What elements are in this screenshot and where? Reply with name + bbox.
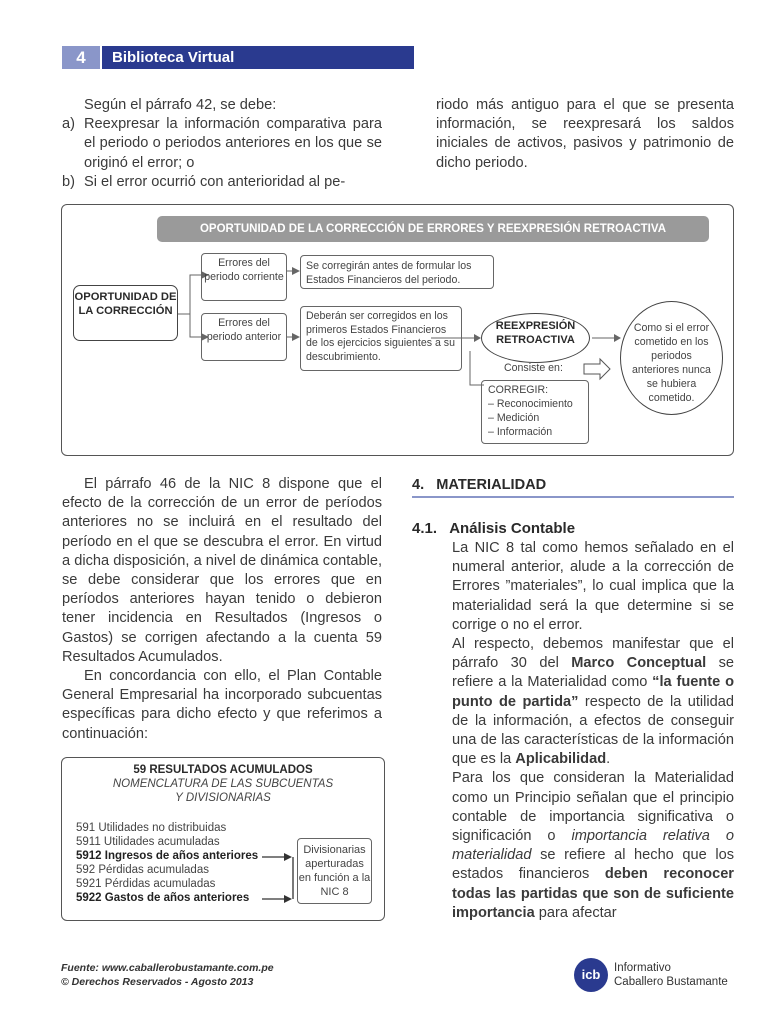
text-run: para afectar	[534, 904, 617, 921]
correct-item: – Medición	[488, 412, 540, 424]
text-run: se refiere al hecho que los estados financieros	[452, 847, 734, 883]
paragraph: En concordancia con ello, el Plan Contable General Empresarial ha incorporado subcuentas específicas para dicho efecto y que referimos a continuación:	[62, 668, 382, 742]
list-text: Si el error ocurrió con anterioridad al pe-	[84, 173, 346, 190]
outcome-ellipse	[620, 301, 723, 415]
correct-title: CORREGIR:	[488, 384, 549, 396]
brand-name	[614, 961, 728, 989]
footer-rights-text: © Derechos Reservados - Agosto 2013	[61, 975, 254, 988]
current-action-label: Se corregirán antes de formular los Estados Financieros del periodo.	[306, 260, 472, 286]
account-row: 5911 Utilidades acumuladas	[76, 836, 220, 848]
outcome-label: Como si el error cometido en los periodos anteriores nunca se hubiera cometido.	[632, 322, 711, 404]
text-run-bold: “la fuente o punto de partida”	[452, 674, 734, 710]
accounts-note: Divisionarias aperturadas en función a la NIC 8	[297, 838, 372, 904]
account-row: 5912 Ingresos de años anteriores	[76, 850, 259, 862]
intro-left-column	[62, 96, 382, 192]
paragraph	[452, 635, 734, 769]
subsection-title: Análisis Contable	[449, 520, 576, 537]
diagram-main-label: OPORTUNIDAD DE LA CORRECCIÓN	[74, 291, 177, 317]
text-run-bold: Aplicabilidad	[515, 751, 607, 768]
body-right-column	[452, 539, 734, 923]
current-errors-label: Errores del periodo corriente	[204, 257, 284, 283]
subsection-heading	[412, 520, 575, 537]
brand-line: Caballero Bustamante	[614, 976, 728, 988]
accounts-title: 59 RESULTADOS ACUMULADOS	[133, 764, 313, 776]
prior-action-box	[300, 306, 462, 371]
footer-source-text: Fuente: www.caballerobustamante.com.pe	[61, 962, 274, 974]
consists-label: Consiste en:	[504, 362, 563, 374]
intro-right-text: riodo más antiguo para el que se presenta información, se reexpresará los saldos iniciales de activos, pasivos y patrimonio de dicho periodo.	[436, 97, 734, 171]
list-marker: a)	[62, 116, 75, 133]
current-errors-box	[201, 253, 287, 301]
brand-logo-text: icb	[581, 967, 601, 982]
list-item	[62, 173, 382, 192]
accounts-subtitle: Y DIVISIONARIAS	[175, 792, 271, 804]
diagram-main-box	[73, 285, 178, 341]
text-run: .	[606, 751, 611, 768]
account-row: 591 Utilidades no distribuidas	[76, 822, 227, 834]
list-item	[62, 115, 382, 173]
section-number: 4.	[412, 477, 425, 493]
accounts-subtitle: NOMENCLATURA DE LAS SUBCUENTAS	[112, 778, 334, 790]
text-run-bold: Marco Conceptual	[571, 655, 707, 672]
paragraph: La NIC 8 tal como hemos señalado en el numeral anterior, alude a la corrección de Errores ”materiales”, lo cual implica que la materialidad será la que determine si se corrige o no el error.	[452, 540, 734, 633]
text-run: respecto de la utilidad de la información, a efectos de conseguir una de las características de la información que es la	[452, 693, 734, 768]
subsection-number: 4.1.	[412, 520, 438, 537]
correct-item: – Información	[488, 426, 553, 438]
text-run: Para los que consideran la Materialidad como un Principio señalan que el principio contable de importancia significativa o significación o	[452, 770, 734, 845]
accounts-box	[61, 757, 385, 921]
correction-diagram	[61, 204, 734, 456]
intro-lead: Según el párrafo 42, se debe:	[84, 97, 277, 113]
reexpression-label: REEXPRESIÓN RETROACTIVA	[495, 320, 576, 346]
prior-errors-label: Errores del periodo anterior	[206, 317, 282, 343]
list-marker: b)	[62, 173, 75, 190]
text-run: Al respecto, debemos manifestar que el párrafo 30 del	[452, 636, 734, 672]
brand-line: Informativo	[614, 962, 671, 974]
paragraph	[452, 769, 734, 923]
correct-item: – Reconocimiento	[488, 398, 573, 410]
correct-box	[481, 380, 589, 444]
account-row: 592 Pérdidas acumuladas	[76, 864, 209, 876]
account-row: 5922 Gastos de años anteriores	[76, 892, 250, 904]
list-text: Reexpresar la información comparativa para el periodo o periodos anteriores en los que se originó el error; o	[84, 116, 382, 171]
section-title: MATERIALIDAD	[436, 477, 547, 493]
text-run-bold: deben reconocer todas las partidas que son de suficiente importancia	[452, 866, 734, 921]
prior-action-label: Deberán ser corregidos en los primeros Estados Financieros de los ejercicios siguientes a su descubrimiento.	[306, 310, 455, 363]
current-action-box	[300, 255, 494, 289]
page-number: 4	[62, 46, 100, 69]
text-run-italic: importancia relativa o materialidad	[452, 828, 734, 864]
prior-errors-box	[201, 313, 287, 361]
section-header-title: Biblioteca Virtual	[102, 46, 414, 69]
text-run: se refiere a la Materialidad como	[452, 655, 735, 691]
section-rule	[412, 496, 734, 498]
body-left-column	[62, 475, 382, 744]
paragraph: El párrafo 46 de la NIC 8 dispone que el efecto de la corrección de un error de períodos anteriores no se incluirá en el resultado del período en el que se descubra el error. En virtud a dicha disposición, a nivel de dinámica contable, se debe considerar que los errores que en períodos anteriores hayan tenido o debieron tener incidencia en Resultados (Ingresos o Gastos) se corrigen afectando a la cuenta 59 Resultados Acumulados.	[62, 476, 382, 665]
reexpression-ellipse	[481, 313, 590, 363]
footer-source	[61, 962, 274, 989]
section-heading	[412, 477, 546, 493]
account-row: 5921 Pérdidas acumuladas	[76, 878, 216, 890]
intro-right-column	[436, 96, 734, 173]
brand-logo-icon	[574, 958, 608, 992]
diagram-title: OPORTUNIDAD DE LA CORRECCIÓN DE ERRORES Y REEXPRESIÓN RETROACTIVA	[157, 216, 709, 242]
